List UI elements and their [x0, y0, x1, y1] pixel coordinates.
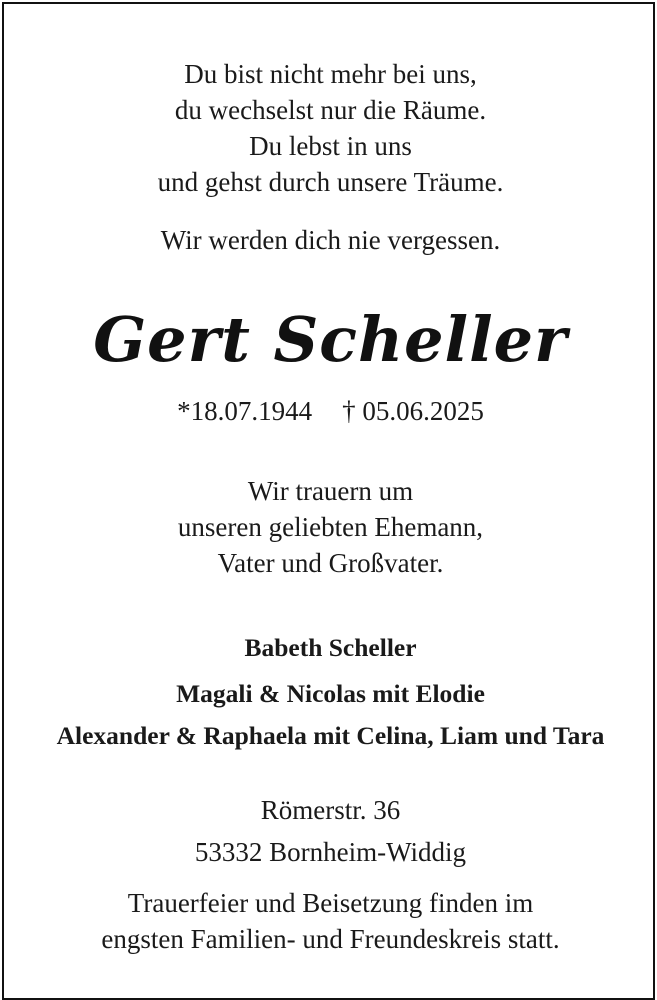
deceased-name: Gert Scheller — [93, 303, 568, 376]
ceremony-line-2: engsten Familien- und Freundeskreis statt. — [101, 924, 560, 954]
poem-line-4: und gehst durch unsere Träume. — [157, 167, 504, 197]
poem-line-1: Du bist nicht mehr bei uns, — [184, 59, 477, 89]
family-name-2: Magali & Nicolas mit Elodie — [176, 679, 485, 708]
ceremony-line-1: Trauerfeier und Beisetzung finden im — [127, 888, 534, 918]
address-city: 53332 Bornheim-Widdig — [194, 837, 467, 867]
obituary-frame — [2, 2, 655, 1000]
address-street: Römerstr. 36 — [260, 795, 401, 825]
mourning-line-3: Vater und Großvater. — [217, 548, 444, 578]
birth-date: *18.07.1944 — [177, 396, 313, 426]
poem-line-2: du wechselst nur die Räume. — [174, 95, 487, 125]
life-dates — [4, 394, 657, 428]
mourning-line-1: Wir trauern um — [247, 476, 414, 506]
mourning-line-2: unseren geliebten Ehemann, — [177, 512, 484, 542]
family-name-1: Babeth Scheller — [244, 633, 417, 662]
poem-line-3: Du lebst in uns — [249, 131, 412, 161]
family-name-3: Alexander & Raphaela mit Celina, Liam und Tara — [56, 721, 605, 750]
death-date: † 05.06.2025 — [342, 396, 484, 426]
poem-closing: Wir werden dich nie vergessen. — [160, 225, 501, 255]
